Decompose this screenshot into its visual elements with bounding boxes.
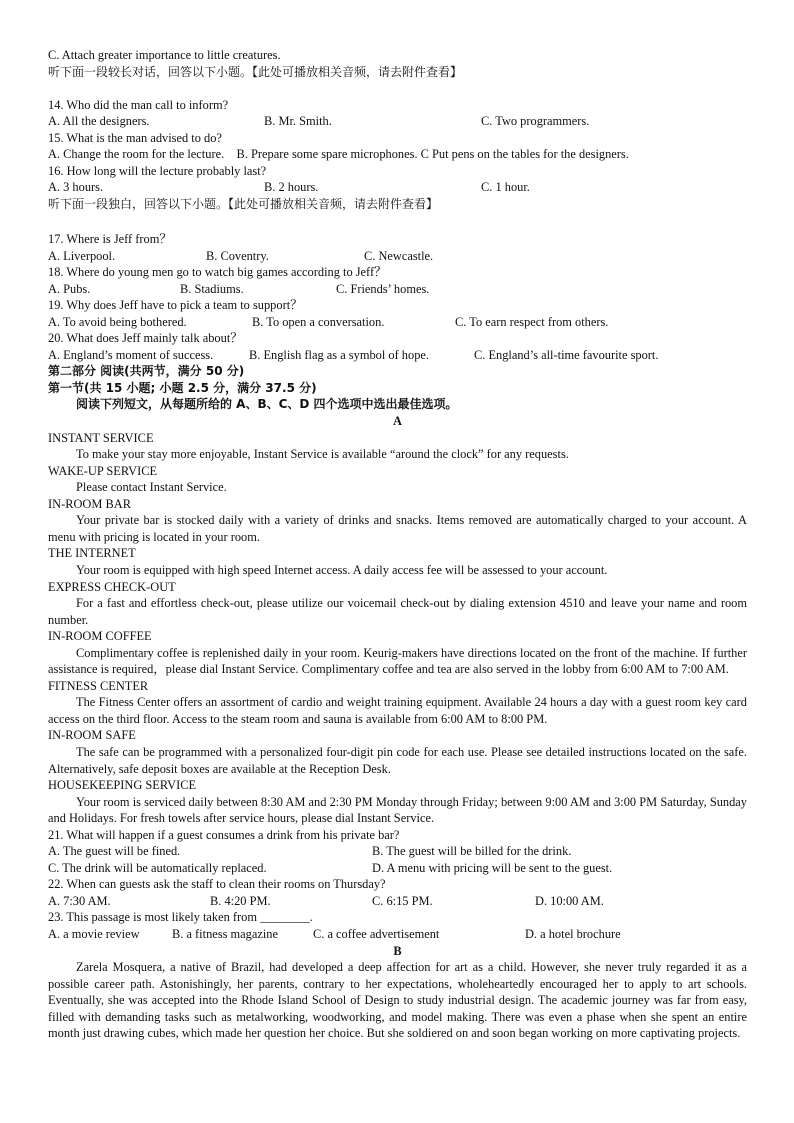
- option-b: B. Stadiums.: [180, 281, 244, 296]
- reading-instruction: 阅读下列短文，从每题所给的 A、B、C、D 四个选项中选出最佳选项。: [76, 397, 458, 412]
- service-housekeeping: [48, 777, 747, 827]
- passage-a-label: A: [393, 414, 402, 429]
- option-c: C. England’s all-time favourite sport.: [474, 347, 659, 362]
- part-two-title: 第二部分 阅读(共两节，满分 50 分): [48, 364, 245, 379]
- section-one-title: 第一节(共 15 小题; 小题 2.5 分，满分 37.5 分): [48, 380, 317, 395]
- service-express-checkout: [48, 579, 747, 629]
- question-16: 16. How long will the lecture probably last?: [48, 163, 267, 178]
- option-c: C. 6:15 PM.: [372, 893, 433, 908]
- service-text: Your room is serviced daily between 8:30 AM and 2:30 PM Monday through Friday; between 9:00 AM and 3:00 PM Saturday, Sunday and Holidays. For fresh towels after service hours, please dial Instant Service.: [48, 794, 747, 826]
- service-text: Your room is equipped with high speed Internet access. A daily access fee will be assessed to your account.: [76, 562, 608, 577]
- option-a: A. England’s moment of success.: [48, 347, 214, 362]
- option-c: C. a coffee advertisement: [313, 926, 440, 941]
- service-text: For a fast and effortless check-out, please utilize our voicemail check-out by dialing extension 4510 and leave your name and room number.: [48, 596, 747, 627]
- service-heading: IN-ROOM SAFE: [48, 728, 136, 743]
- service-heading: IN-ROOM COFFEE: [48, 629, 152, 644]
- service-heading: INSTANT SERVICE: [48, 430, 154, 445]
- option-a: A. All the designers.: [48, 114, 150, 129]
- option-a: A. Pubs.: [48, 281, 91, 296]
- question-20: 20. What does Jeff mainly talk about？: [48, 331, 243, 346]
- service-heading: EXPRESS CHECK-OUT: [48, 579, 176, 594]
- question-19: 19. Why does Jeff have to pick a team to support？: [48, 298, 303, 313]
- option-b: B. The guest will be billed for the drink.: [372, 844, 572, 859]
- option-a: A. 3 hours.: [48, 180, 104, 195]
- question-15: 15. What is the man advised to do?: [48, 130, 222, 145]
- question-14-options: [48, 113, 747, 130]
- option-d: D. 10:00 AM.: [535, 893, 604, 908]
- listening-instruction-monologue: 听下面一段独白，回答以下小题。【此处可播放相关音频，请去附件查看】: [48, 196, 439, 211]
- service-heading: WAKE-UP SERVICE: [48, 463, 158, 478]
- passage-b-text: Zarela Mosquera, a native of Brazil, had developed a deep affection for art as a child. However, she never truly regarded it as a possible career path. Astonishingly, her parents, contrary to her expectations, wholeheartedly encouraged her to apply to art schools. Eventually, she was accepted into the Rhode Island School of Design to study industrial design. The academic journey was far from easy, filled with demanding tasks such as metalworking, woodworking, and model making. There was even a phase when she spent an entire month just drawing cubes, which made her question her choice. But she soldiered on and soon began working on more captivating projects.: [48, 960, 747, 1041]
- exam-page: [48, 47, 747, 1042]
- option-b: B. To open a conversation.: [252, 314, 385, 329]
- option-b: B. a fitness magazine: [172, 926, 278, 941]
- service-heading: THE INTERNET: [48, 546, 136, 561]
- option-c: C. 1 hour.: [481, 180, 530, 195]
- service-text: Your private bar is stocked daily with a variety of drinks and snacks. Items removed are automatically charged to your account. A menu with pricing is located in your room.: [48, 513, 747, 544]
- question-21-options-cd: [48, 860, 747, 877]
- question-18: 18. Where do young men go to watch big games according to Jeff？: [48, 265, 387, 280]
- question-23-options: [48, 926, 747, 943]
- question-18-options: [48, 281, 747, 298]
- question-17: 17. Where is Jeff from？: [48, 232, 172, 247]
- service-text: Complimentary coffee is replenished daily in your room. Keurig-makers have directions located on the front of the machine. If further assistance is required，please dial Instant Service. Complimentary coffee and tea are also served in the lobby from 6:00 AM to 7:00 AM.: [48, 645, 747, 677]
- service-text: Please contact Instant Service.: [76, 480, 227, 495]
- service-text: To make your stay more enjoyable, Instant Service is available “around the clock” for any requests.: [76, 447, 569, 462]
- option-b: B. 2 hours.: [264, 180, 319, 195]
- question-21-options-ab: [48, 843, 747, 860]
- q13-option-c: C. Attach greater importance to little creatures.: [48, 48, 281, 62]
- passage-b-label: B: [393, 943, 402, 958]
- option-c: C. The drink will be automatically replaced.: [48, 860, 267, 875]
- option-a: A. The guest will be fined.: [48, 844, 181, 859]
- service-wake-up: [48, 463, 747, 496]
- service-text: The safe can be programmed with a personalized four-digit pin code for each use. Please see detailed instructions located on the safe. Alternatively, safe deposit boxes are available at the Reception Desk.: [48, 744, 747, 776]
- option-b: B. Mr. Smith.: [264, 114, 332, 129]
- question-17-options: [48, 248, 747, 265]
- option-a: A. 7:30 AM.: [48, 893, 111, 908]
- service-fitness-center: [48, 678, 747, 728]
- option-a: A. Liverpool.: [48, 248, 116, 263]
- service-heading: IN-ROOM BAR: [48, 496, 131, 511]
- option-d: D. A menu with pricing will be sent to the guest.: [372, 860, 613, 875]
- option-c: C. Newcastle.: [364, 248, 434, 263]
- service-in-room-safe: [48, 727, 747, 777]
- service-heading: HOUSEKEEPING SERVICE: [48, 778, 197, 793]
- option-a: A. To avoid being bothered.: [48, 314, 187, 329]
- service-text: The Fitness Center offers an assortment of cardio and weight training equipment. Available 24 hours a day with a guest room key card access on the third floor. Access to the steam room and sauna is available from 6:00 AM to 8:00 PM.: [48, 695, 747, 726]
- option-b: B. Coventry.: [206, 248, 269, 263]
- option-b: B. 4:20 PM.: [210, 893, 271, 908]
- question-15-options: A. Change the room for the lecture. B. Prepare some spare microphones. C Put pens on the tables for the designers.: [48, 147, 629, 162]
- service-internet: [48, 545, 747, 578]
- option-c: C. To earn respect from others.: [455, 314, 609, 329]
- question-23: 23. This passage is most likely taken from ________.: [48, 910, 313, 925]
- question-16-options: [48, 179, 747, 196]
- service-in-room-bar: [48, 496, 747, 546]
- option-c: C. Friends’ homes.: [336, 281, 430, 296]
- question-22-options: [48, 893, 747, 910]
- service-heading: FITNESS CENTER: [48, 678, 149, 693]
- question-22: 22. When can guests ask the staff to clean their rooms on Thursday?: [48, 877, 386, 892]
- option-a: A. a movie review: [48, 926, 140, 941]
- question-14: 14. Who did the man call to inform?: [48, 97, 229, 112]
- service-instant: [48, 430, 747, 463]
- question-19-options: [48, 314, 747, 331]
- question-20-options: [48, 347, 747, 364]
- option-b: B. English flag as a symbol of hope.: [249, 347, 429, 362]
- option-c: C. Two programmers.: [481, 114, 590, 129]
- option-d: D. a hotel brochure: [525, 926, 621, 941]
- listening-instruction-dialogue: 听下面一段较长对话，回答以下小题。【此处可播放相关音频，请去附件查看】: [48, 64, 463, 79]
- question-21: 21. What will happen if a guest consumes a drink from his private bar?: [48, 827, 400, 842]
- service-in-room-coffee: [48, 628, 747, 678]
